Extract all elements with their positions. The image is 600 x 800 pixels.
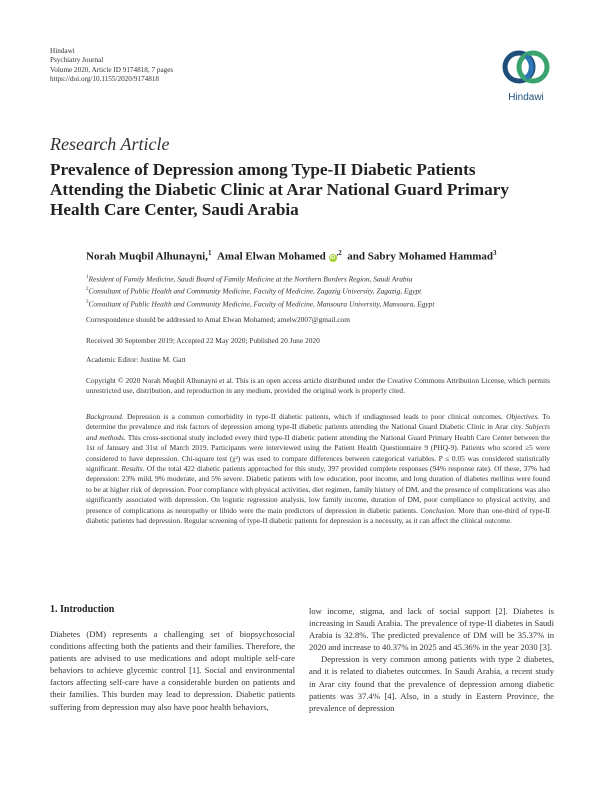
correspondence: Correspondence should be addressed to Amal Elwan Mohamed; amelw2007@gmail.com bbox=[86, 315, 350, 324]
copyright-notice: Copyright © 2020 Norah Muqbil Alhunayni et al. This is an open access article distributed under the Creative Commons Attribution License, which permits unrestricted use, distribution, and reproduction in any medium, provided the original work is properly cited. bbox=[86, 376, 550, 396]
academic-editor: Academic Editor: Justine M. Gatt bbox=[86, 355, 186, 364]
author-list bbox=[86, 249, 497, 263]
abstract bbox=[86, 412, 550, 526]
journal-name: Psychiatry Journal bbox=[50, 56, 104, 65]
author-sup: 3 bbox=[493, 249, 497, 257]
journal-meta bbox=[50, 47, 173, 85]
author-name: Amal Elwan Mohamed bbox=[216, 250, 326, 263]
abstract-objectives: To determine the prevalence and risk factors of depression among type-II diabetic patients attending the National Guard Diabetic Clinic in Arar city. bbox=[86, 412, 550, 432]
publication-dates: Received 30 September 2019; Accepted 22 May 2020; Published 20 June 2020 bbox=[86, 336, 320, 345]
body-paragraph: Depression is very common among patients with type 2 diabetes, and it is related to diabetes outcomes. In Saudi Arabia, a recent study in Arar city found that the prevalence of depression among diabetic patients was 37.4% [4]. Also, in a study in Eastern Province, the prevalence of depression bbox=[309, 654, 554, 713]
affiliation-line: $^2$Consultant of Public Health and Community Medicine, Faculty of Medicine, Zagazig University, Zagazig, Egypt bbox=[86, 286, 422, 296]
hindawi-logo-icon bbox=[496, 44, 556, 90]
abstract-conclusion: More than one-third of type-II diabetic patients had depression. Regular screening of type-II diabetic patients for depression is a necessity, as it can affect the clinical outcome. bbox=[86, 505, 551, 526]
abstract-label-methods: Subjects and methods. bbox=[86, 422, 550, 442]
paper-title: Prevalence of Depression among Type-II Diabetic Patients Attending the Diabetic Clinic at Arar National Guard Primary Health Care Center, Saudi Arabia bbox=[50, 160, 509, 219]
logo-wordmark: Hindawi bbox=[508, 92, 544, 103]
abstract-label-objectives: Objectives. bbox=[506, 412, 540, 421]
hindawi-logo bbox=[496, 44, 556, 106]
body-column-left bbox=[50, 628, 295, 713]
section-heading: 1. Introduction bbox=[50, 604, 115, 615]
abstract-label-results: Results. bbox=[121, 464, 145, 474]
affiliation-line: $^1$Resident of Family Medicine, Saudi Board of Family Medicine at the Northern Borders Region, Saudi Arabia bbox=[86, 274, 413, 284]
author-sup: 1 bbox=[207, 249, 212, 257]
doi-link[interactable]: https://doi.org/10.1155/2020/9174818 bbox=[50, 75, 160, 84]
body-column-right bbox=[309, 605, 554, 714]
author-name: Norah Muqbil Alhunayni, bbox=[86, 250, 208, 263]
author-sup: ,2 bbox=[336, 249, 342, 257]
volume-line: Volume 2020, Article ID 9174818, 7 pages bbox=[50, 65, 174, 74]
orcid-icon[interactable]: iD bbox=[330, 254, 335, 261]
abstract-label-conclusion: Conclusion. bbox=[420, 505, 456, 515]
publisher-name: Hindawi bbox=[50, 47, 75, 55]
abstract-label-background: Background. bbox=[86, 412, 124, 421]
author-name: and Sabry Mohamed Hammad bbox=[347, 250, 494, 263]
abstract-methods: This cross-sectional study included every third type-II diabetic patient attending the National Guard Primary Health Care Center between the 1st of January and 31st of March 2019. Participants were interviewed using the Patient Health Questionnaire 9 (PHQ-9). Patients who scored ≥5 were considered to have depression. Chi-square test (χ²) was used to compare differences between categorical variables. P ≤ 0.05 was considered statistically significant. bbox=[86, 432, 550, 474]
body-paragraph: Diabetes (DM) represents a challenging set of biopsychosocial conditions affecting both the patients and their families. Therefore, the patients are advised to use medications and adopt multiple self-care behaviors to achieve glycemic control [1]. Social and environmental factors affecting self-care have a considerable burden on patients and their families. This burden may lead to depression. Diabetic patients suffering from depression may also have poor health behaviors, bbox=[50, 629, 295, 712]
affiliations bbox=[86, 272, 434, 309]
affiliation-line: $^3$Consultant of Public Health and Community Medicine, Faculty of Medicine, Mansoura University, Mansoura, Egypt bbox=[86, 299, 435, 309]
article-type: Research Article bbox=[50, 134, 170, 154]
body-paragraph: low income, stigma, and lack of social support [2]. Diabetes is increasing in Saudi Arabia. The prevalence of type-II diabetes in Saudi Arabia is 32.8%. The predicted prevalence of DM will be 35.37% in 2020 and increase to 40.37% in 2025 and 45.36% in the year 2030 [3]. bbox=[309, 606, 554, 653]
abstract-results: Of the total 422 diabetic patients approached for this study, 397 provided complete responses (94% response rate). Of these, 37% had depression: 23% mild, 9% moderate, and 5% severe. Diabetic patients with low education, poor income, and long duration of diabetes mellitus were found to be at higher risk of depression. Poor compliance with physical activities, diet regimen, family history of DM, and the presence of complications was also significantly associated with depression. On logistic regression analysis, low family income, duration of DM, poor compliance to physical activity, and presence of complications as neuropathy or libido were the main predictors of depression in diabetic patients. bbox=[86, 464, 550, 515]
abstract-background: Depression is a common comorbidity in type-II diabetic patients, which if undiagnosed leads to poor clinical outcomes. bbox=[123, 412, 507, 421]
